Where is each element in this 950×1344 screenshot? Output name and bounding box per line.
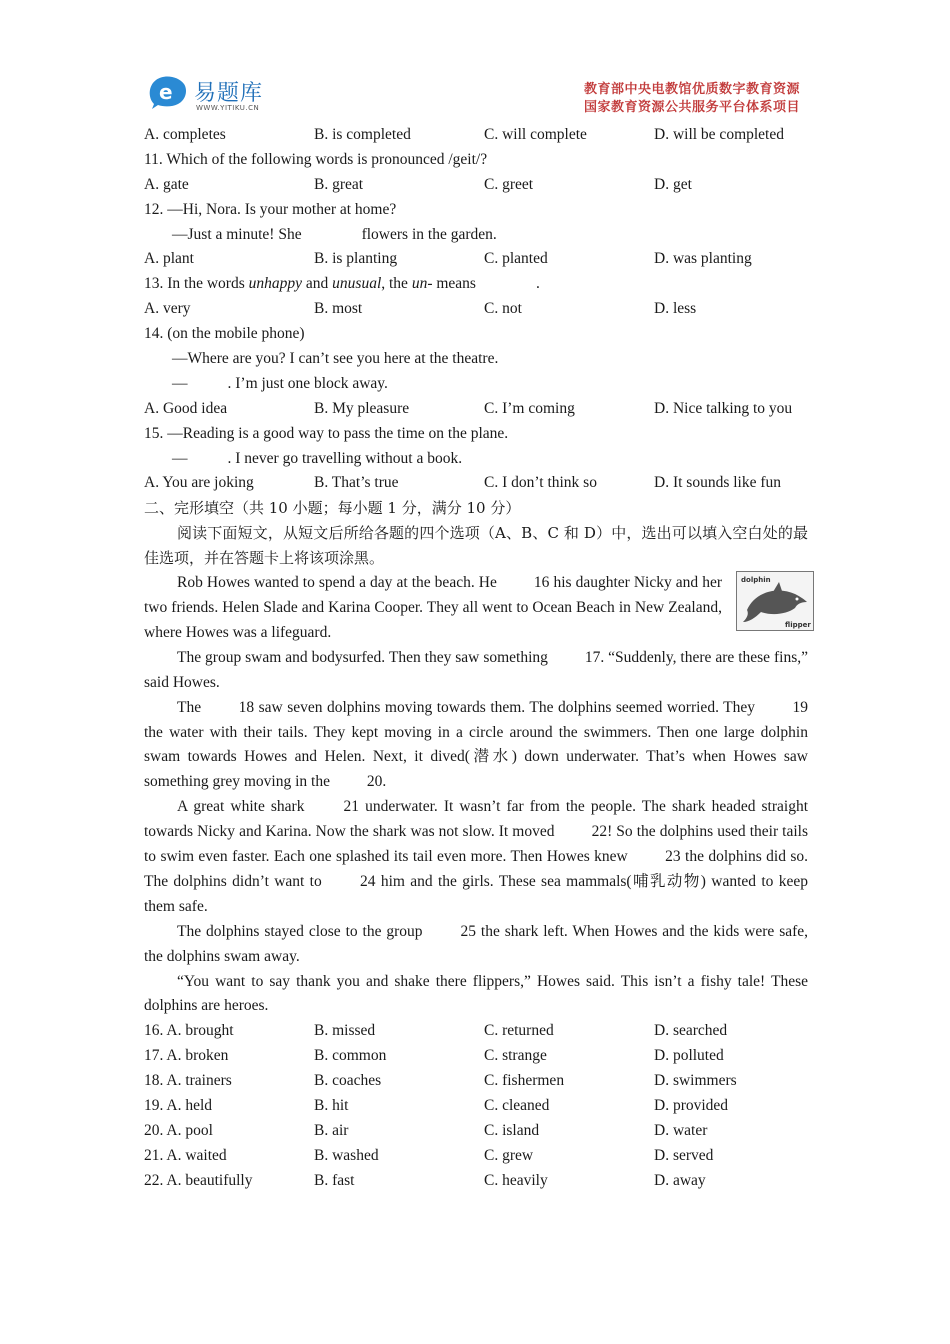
passage-paragraph-2: The group swam and bodysurfed. Then they saw something 17. “Suddenly, there are these fins,” said Howes.	[144, 646, 808, 696]
answer-row-18	[144, 1069, 808, 1094]
option: C. grew	[484, 1146, 534, 1164]
option: C. not	[484, 300, 522, 318]
option: A. very	[144, 300, 191, 318]
svg-text:e: e	[159, 80, 173, 104]
answer-row-19	[144, 1094, 808, 1119]
blank-19: 19	[792, 698, 809, 716]
option: 22. A. beautifully	[144, 1171, 253, 1189]
exam-content	[144, 123, 811, 1194]
q12-options	[144, 247, 808, 272]
yitiku-logo-icon	[148, 74, 188, 110]
answer-row-21	[144, 1144, 808, 1169]
section-title: 二、完形填空（共 10 小题；每小题 1 分，满分 10 分）	[144, 499, 521, 518]
blank-16: 16	[533, 574, 550, 592]
option: B. hit	[314, 1097, 349, 1115]
option: B. That’s true	[314, 474, 399, 492]
option: B. coaches	[314, 1072, 382, 1090]
option: 18. A. trainers	[144, 1072, 232, 1090]
option: B. fast	[314, 1171, 355, 1189]
option: C. I don’t think so	[484, 474, 597, 492]
blank-22: 22	[591, 823, 608, 841]
q15-line2: — . I never go travelling without a book.	[172, 449, 463, 467]
option: B. is completed	[314, 126, 411, 143]
option: 21. A. waited	[144, 1146, 227, 1164]
logo-text: 易题库	[194, 81, 264, 106]
page-header	[0, 0, 950, 122]
svg-text:flipper: flipper	[785, 621, 811, 630]
option: C. planted	[484, 250, 548, 268]
option: A. gate	[144, 175, 189, 193]
option: D. It sounds like fun	[654, 474, 782, 492]
option: D. swimmers	[654, 1072, 737, 1090]
slogan-line-2: 国家教育资源公共服务平台体系项目	[583, 100, 800, 115]
answer-row-17	[144, 1044, 808, 1069]
passage-paragraph-4: A great white shark 21 underwater. It wasn’t far from the people. The shark headed straight towards Nicky and Karina. Now the shark was not slow. It moved 22! So the dolphins used their tails to swim even faster. Each one splashed its tail even more. Then Howes knew 23 the dolphins did so. The dolphins didn’t want to 24 him and the girls. These sea mammals(哺乳动物) wanted to keep them safe.	[144, 795, 808, 920]
passage-paragraph-1: Rob Howes wanted to spend a day at the beach. He 16 his daughter Nicky and her two friends. Helen Slade and Karina Cooper. They all went to Ocean Beach in New Zealand, where Howes was a lifeguard.	[144, 571, 722, 646]
option: B. most	[314, 300, 363, 318]
svg-text:dolphin: dolphin	[741, 576, 771, 585]
q11-options	[144, 173, 808, 198]
option: D. less	[654, 300, 697, 318]
blank-25: 25	[460, 922, 476, 940]
option: B. common	[314, 1047, 387, 1065]
option: 19. A. held	[144, 1097, 213, 1115]
option: 17. A. broken	[144, 1047, 229, 1065]
answer-row-20	[144, 1119, 808, 1144]
q12-stem: 12. —Hi, Nora. Is your mother at home?	[144, 200, 397, 218]
option: B. washed	[314, 1146, 379, 1164]
q14-stem: 14. (on the mobile phone)	[144, 325, 305, 343]
blank-18: 18	[238, 698, 255, 716]
passage-paragraph-3: The 18 saw seven dolphins moving towards them. The dolphins seemed worried. They 19 the water with their tails. They kept moving in a circle around the swimmers. Then one large dolphin swam towards Howes and Helen. Next, it dived(潜水) down underwater. That’s when Howes saw something grey moving in the 20.	[144, 696, 808, 796]
option: D. get	[654, 175, 692, 193]
option: C. will complete	[484, 126, 587, 143]
slogan-line-1: 教育部中央电教馆优质数字教育资源	[583, 82, 800, 97]
option: D. polluted	[654, 1047, 724, 1065]
option: C. island	[484, 1121, 540, 1139]
q10-options	[144, 123, 808, 148]
option: B. air	[314, 1121, 349, 1139]
option: 16. A. brought	[144, 1022, 234, 1040]
option: C. heavily	[484, 1171, 548, 1189]
option: C. I’m coming	[484, 399, 575, 417]
option: C. greet	[484, 175, 534, 193]
q15-options	[144, 471, 808, 496]
q12-line2: —Just a minute! She flowers in the garden.	[172, 225, 497, 243]
passage-paragraph-6: “You want to say thank you and shake there flippers,” Howes said. This isn’t a fishy tale! These dolphins are heroes.	[144, 972, 808, 1015]
blank-20: 20	[366, 773, 383, 791]
option: A. plant	[144, 250, 194, 268]
logo-url: WWW.YITIKU.CN	[196, 104, 260, 112]
option: B. great	[314, 175, 364, 193]
passage	[144, 571, 811, 646]
q13-stem: 13. In the words unhappy and unusual, the un- means .	[144, 275, 540, 293]
option: A. Good idea	[144, 399, 228, 417]
section-instruction: 阅读下面短文，从短文后所给各题的四个选项（A、B、C 和 D）中，选出可以填入空白处的最佳选项，并在答题卡上将该项涂黑。	[144, 524, 808, 568]
option: D. Nice talking to you	[654, 399, 793, 417]
q13-options	[144, 297, 808, 322]
option: D. will be completed	[654, 126, 784, 143]
option: C. fishermen	[484, 1072, 565, 1090]
option: D. water	[654, 1121, 708, 1139]
option: D. provided	[654, 1097, 729, 1115]
blank-17: 17	[584, 648, 601, 666]
q14-line2: —Where are you? I can’t see you here at the theatre.	[172, 350, 499, 368]
option: 20. A. pool	[144, 1121, 213, 1139]
option: C. strange	[484, 1047, 547, 1065]
option: A. completes	[144, 126, 226, 143]
dolphin-icon	[737, 572, 813, 630]
q15-stem: 15. —Reading is a good way to pass the time on the plane.	[144, 424, 509, 442]
option: D. away	[654, 1171, 706, 1189]
option: A. You are joking	[144, 474, 254, 492]
passage-paragraph-5: The dolphins stayed close to the group 25 the shark left. When Howes and the kids were safe, the dolphins swam away.	[144, 920, 808, 970]
blank-21: 21	[343, 798, 360, 816]
option: B. is planting	[314, 250, 398, 268]
option: C. returned	[484, 1022, 554, 1040]
q14-line3: — . I’m just one block away.	[172, 374, 388, 392]
option: B. missed	[314, 1022, 376, 1040]
dolphin-image	[736, 571, 814, 631]
answer-row-22	[144, 1169, 808, 1194]
q14-options	[144, 397, 808, 422]
q11-stem: 11. Which of the following words is pronounced /geit/?	[144, 150, 488, 168]
option: C. cleaned	[484, 1097, 550, 1115]
option: B. My pleasure	[314, 399, 410, 417]
blank-24: 24	[360, 872, 376, 890]
option: D. searched	[654, 1022, 728, 1040]
option: D. served	[654, 1146, 714, 1164]
answer-row-16	[144, 1019, 808, 1044]
option: D. was planting	[654, 250, 752, 268]
blank-23: 23	[665, 848, 681, 866]
